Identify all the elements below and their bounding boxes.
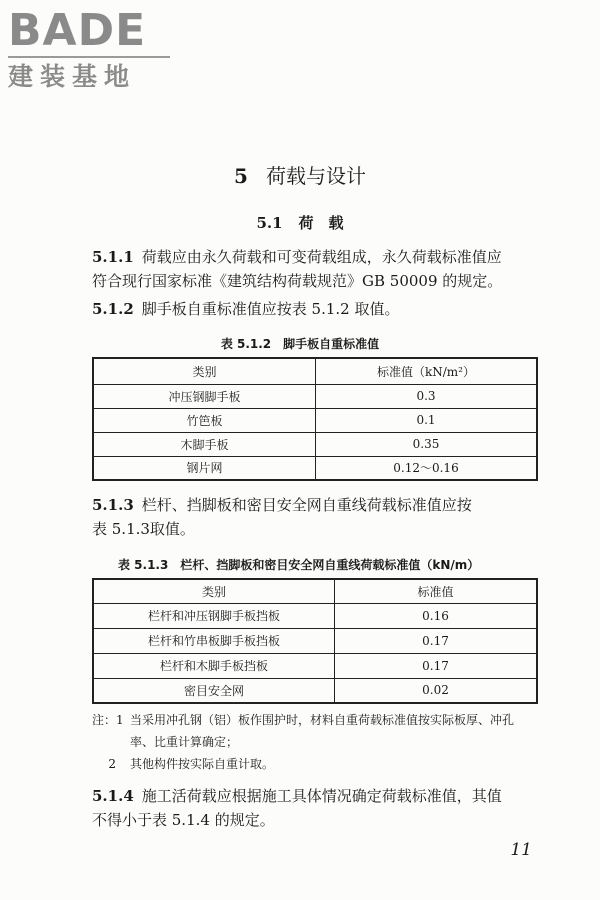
clause-text-line2: 符合现行国家标准《建筑结构荷载规范》GB 50009 的规定。 (92, 272, 503, 290)
table-row (93, 432, 537, 456)
section-name: 荷 载 (298, 214, 344, 232)
note-1-cont (92, 731, 552, 753)
logo-brand: BADE (8, 5, 147, 56)
header-cell: 类别 (93, 579, 335, 603)
table-header-row (93, 579, 537, 603)
note-2 (92, 753, 552, 775)
clause-text-line1: 荷载应由永久荷载和可变荷载组成，永久荷载标准值应 (141, 248, 502, 266)
table-cell: 木脚手板 (93, 432, 316, 456)
table-row (93, 678, 537, 703)
table-cell: 冲压钢脚手板 (93, 384, 316, 408)
table-cell: 竹笆板 (93, 408, 316, 432)
table-5-1-2-caption: 表 5.1.2 脚手板自重标准值 (220, 337, 380, 351)
note-2-number: 2 (108, 757, 116, 771)
clause-number: 5.1.2 (92, 300, 134, 318)
note-2-text: 其他构件按实际自重计取。 (130, 757, 275, 771)
table-cell: 栏杆和竹串板脚手板挡板 (93, 628, 335, 653)
table-cell: 0.16 (335, 603, 538, 628)
clause-5-1-4 (92, 784, 542, 832)
table-row (93, 603, 537, 628)
table-cell: 栏杆和冲压钢脚手板挡板 (93, 603, 335, 628)
clause-number: 5.1.1 (92, 248, 134, 266)
clause-number: 5.1.4 (92, 787, 134, 805)
table-cell: 0.3 (316, 384, 538, 408)
table-cell: 0.1 (316, 408, 538, 432)
bade-logo (8, 5, 178, 92)
note-1 (92, 709, 552, 731)
clause-text-line1: 施工活荷载应根据施工具体情况确定荷载标准值，其值 (141, 787, 502, 805)
table-row (93, 408, 537, 432)
note-1-line2: 率、比重计算确定； (130, 735, 239, 749)
clause-5-1-3 (92, 493, 542, 541)
page-number: 11 (510, 840, 532, 860)
clause-5-1-2 (92, 297, 542, 321)
table-cell: 密目安全网 (93, 678, 335, 703)
table-row (93, 456, 537, 480)
table-cell: 0.12～0.16 (316, 456, 538, 480)
header-cell: 类别 (93, 358, 316, 384)
table-5-1-3-caption: 表 5.1.3 栏杆、挡脚板和密目安全网自重线荷载标准值（kN/m） (118, 558, 480, 572)
note-1-line1: 当采用冲孔钢（铝）板作围护时，材料自重荷载标准值按实际板厚、冲孔 (130, 713, 515, 727)
table-5-1-3 (92, 578, 538, 704)
chapter-name: 荷载与设计 (265, 164, 366, 188)
table-row (93, 628, 537, 653)
table-5-1-2 (92, 357, 538, 481)
chapter-number: 5 (234, 164, 248, 188)
table-cell: 0.02 (335, 678, 538, 703)
table-notes (92, 709, 552, 775)
section-title (0, 212, 600, 233)
clause-5-1-1 (92, 245, 542, 293)
table-cell: 0.17 (335, 653, 538, 678)
table-cell: 钢片网 (93, 456, 316, 480)
header-cell: 标准值（kN/m²） (316, 358, 538, 384)
chapter-title (0, 160, 600, 189)
table-cell: 0.17 (335, 628, 538, 653)
table-row (93, 653, 537, 678)
clause-text-line2: 表 5.1.3取值。 (92, 520, 195, 538)
table-cell: 栏杆和木脚手板挡板 (93, 653, 335, 678)
header-cell: 标准值 (335, 579, 538, 603)
clause-number: 5.1.3 (92, 496, 134, 514)
clause-text: 脚手板自重标准值应按表 5.1.2 取值。 (141, 300, 400, 318)
clause-text-line2: 不得小于表 5.1.4 的规定。 (92, 811, 275, 829)
section-number: 5.1 (256, 214, 283, 232)
note-lead: 注：1 (92, 713, 124, 727)
logo-divider (8, 56, 170, 58)
table-row (93, 384, 537, 408)
logo-subtitle: 建装基地 (8, 62, 137, 91)
table-cell: 0.35 (316, 432, 538, 456)
clause-text-line1: 栏杆、挡脚板和密目安全网自重线荷载标准值应按 (141, 496, 472, 514)
table-header-row (93, 358, 537, 384)
